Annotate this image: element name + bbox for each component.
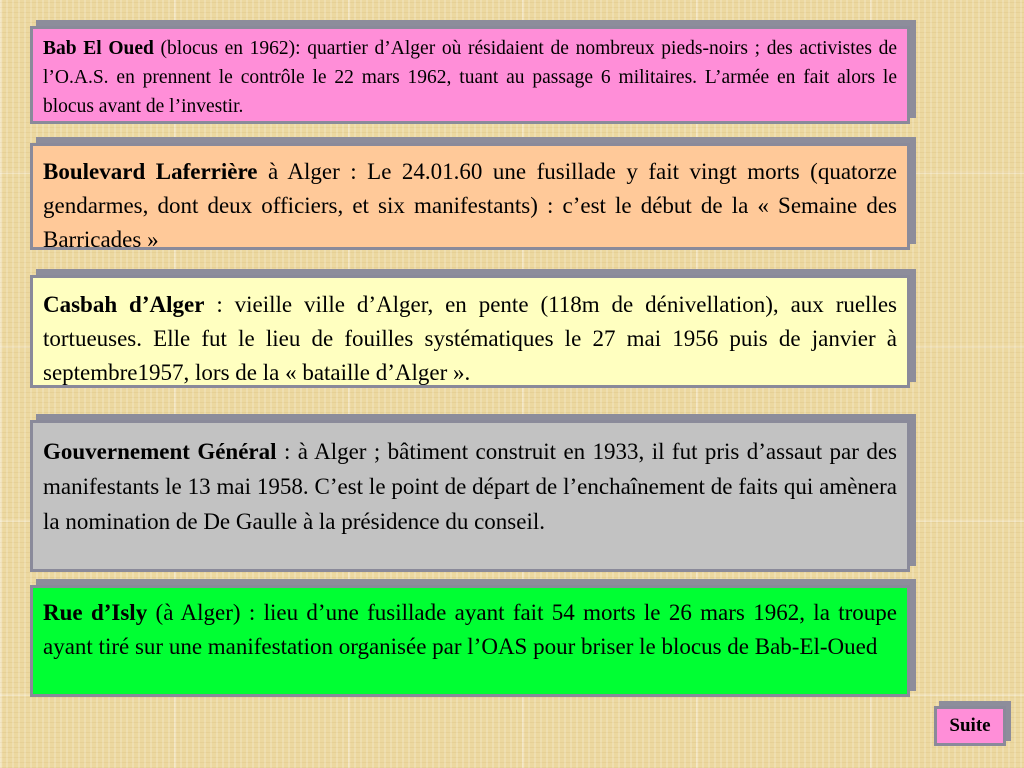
entry-text: : vieille ville d’Alger, en pente (118m de dénivellation), aux ruelles tortueuses. Elle fut le lieu de fouilles systématiques le 27 mai 1956 puis de janvier à septembre1957, lors de la « bataille d’Alger ». [43, 292, 898, 385]
entry-boulevard-laferriere [30, 143, 910, 250]
next-button[interactable]: Suite [934, 706, 1006, 746]
entry-rue-d-isly [30, 585, 910, 697]
entry-casbah [30, 275, 910, 388]
entry-text: à Alger : Le 24.01.60 une fusillade y fait vingt morts (quatorze gendarmes, dont deux officiers, et six manifestants) : c’est le début de la « Semaine des Barricades » [43, 159, 897, 252]
entry-bab-el-oued [30, 26, 910, 124]
entry-text: (blocus en 1962): quartier d’Alger où résidaient de nombreux pieds-noirs ; des activistes de l’O.A.S. en prennent le contrôle le 22 mars 1962, tuant au passage 6 militaires. L’armée en fait alors le blocus avant de l’investir. [43, 38, 897, 117]
entry-term: Casbah d’Alger [43, 292, 205, 317]
entry-text: (à Alger) : lieu d’une fusillade ayant fait 54 morts le 26 mars 1962, la troupe ayant tiré sur une manifestation organisée par l’OAS pour briser le blocus de Bab-El-Oued [43, 600, 898, 659]
entry-term: Boulevard Laferrière [43, 159, 258, 184]
entry-text: : à Alger ; bâtiment construit en 1933, il fut pris d’assaut par des manifestants le 13 mai 1958. C’est le point de départ de l’enchaînement de faits qui amènera la nomination de De Gaulle à la présidence du conseil. [43, 439, 897, 534]
entry-term: Bab El Oued [43, 38, 154, 59]
entry-term: Rue d’Isly [43, 600, 148, 625]
entry-term: Gouvernement Général [43, 439, 277, 464]
entry-gouvernement-general [30, 420, 910, 572]
